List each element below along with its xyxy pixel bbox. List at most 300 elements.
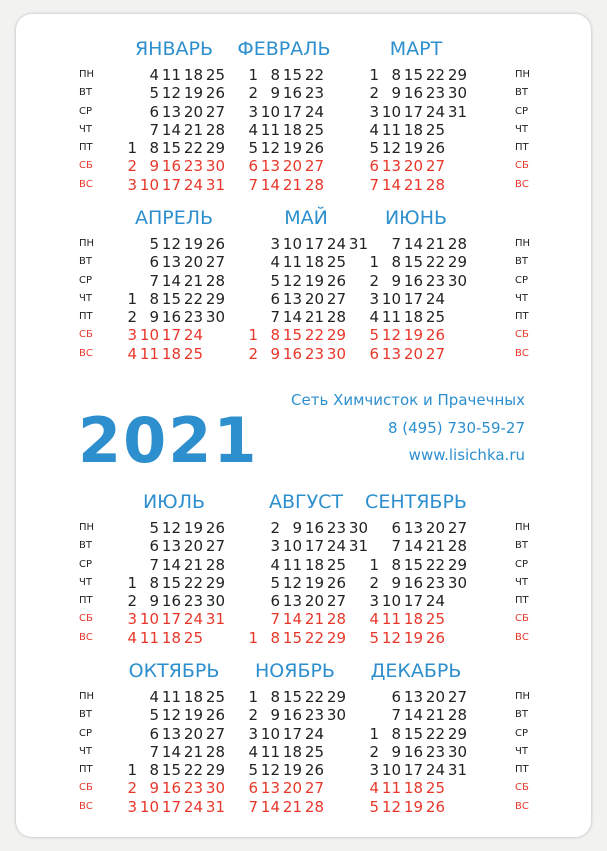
calendar-day: 25 xyxy=(183,344,203,363)
calendar-day: 22 xyxy=(183,573,203,592)
calendar-day: 11 xyxy=(161,688,181,706)
calendar-day: 26 xyxy=(425,797,445,816)
calendar-day: 19 xyxy=(282,139,302,157)
calendar-day: 14 xyxy=(161,120,181,139)
weekday-label-right: СБ xyxy=(515,329,529,341)
calendar-day: 19 xyxy=(403,326,423,345)
calendar-day: 18 xyxy=(183,688,203,706)
calendar-day: 13 xyxy=(403,519,423,537)
weekday-label-left: СБ xyxy=(79,160,93,172)
calendar-day: 5 xyxy=(149,519,159,537)
weekday-label-left: ПН xyxy=(79,691,95,702)
calendar-day: 26 xyxy=(326,271,346,290)
calendar-day: 10 xyxy=(260,102,280,121)
calendar-day: 2 xyxy=(369,573,379,592)
calendar-day: 30 xyxy=(326,344,346,363)
calendar-day: 9 xyxy=(391,742,401,761)
calendar-day: 3 xyxy=(369,761,379,779)
weekday-label-right: СР xyxy=(515,727,529,739)
calendar-day: 8 xyxy=(391,555,401,574)
calendar-day: 17 xyxy=(161,175,181,194)
weekday-label-right: СР xyxy=(515,558,529,570)
calendar-day: 29 xyxy=(326,688,346,706)
weekday-label-left: ЧТ xyxy=(79,292,92,304)
calendar-day: 11 xyxy=(381,610,401,629)
calendar-day: 25 xyxy=(304,120,324,139)
calendar-day: 3 xyxy=(248,102,258,121)
calendar-day: 2 xyxy=(369,271,379,290)
calendar-day: 9 xyxy=(270,344,280,363)
calendar-day: 26 xyxy=(326,573,346,592)
calendar-day: 13 xyxy=(161,724,181,743)
calendar-day: 17 xyxy=(304,537,324,556)
weekday-label-left: ПТ xyxy=(79,142,93,153)
weekday-label-left: ВС xyxy=(79,800,93,812)
calendar-day: 24 xyxy=(326,537,346,556)
calendar-day: 28 xyxy=(447,235,467,253)
calendar-day: 19 xyxy=(183,706,203,725)
calendar-day: 4 xyxy=(248,120,258,139)
calendar-day: 1 xyxy=(248,628,258,647)
calendar-day: 21 xyxy=(183,120,203,139)
calendar-day: 25 xyxy=(425,610,445,629)
calendar-day: 14 xyxy=(260,797,280,816)
weekday-label-left: ЧТ xyxy=(79,576,92,588)
calendar-day: 29 xyxy=(447,724,467,743)
calendar-day: 15 xyxy=(161,761,181,779)
calendar-day: 10 xyxy=(139,175,159,194)
calendar-day: 24 xyxy=(304,102,324,121)
calendar-day: 20 xyxy=(282,779,302,798)
calendar-day: 19 xyxy=(403,139,423,157)
calendar-day: 13 xyxy=(161,253,181,272)
calendar-day: 9 xyxy=(149,592,159,610)
calendar-card xyxy=(16,14,591,837)
calendar-day: 26 xyxy=(425,628,445,647)
calendar-day: 30 xyxy=(447,84,467,103)
calendar-day: 6 xyxy=(149,102,159,121)
calendar-day: 6 xyxy=(391,688,401,706)
calendar-day: 6 xyxy=(391,519,401,537)
calendar-day: 3 xyxy=(270,235,280,253)
weekday-label-right: СБ xyxy=(515,782,529,794)
calendar-day: 15 xyxy=(282,66,302,84)
calendar-day: 10 xyxy=(381,289,401,308)
calendar-day: 11 xyxy=(282,253,302,272)
calendar-day: 9 xyxy=(391,573,401,592)
calendar-day: 5 xyxy=(270,271,280,290)
calendar-day: 15 xyxy=(282,628,302,647)
calendar-day: 30 xyxy=(447,742,467,761)
calendar-day: 25 xyxy=(326,555,346,574)
calendar-day: 27 xyxy=(205,724,225,743)
weekday-label-right: ВС xyxy=(515,347,529,359)
calendar-day: 3 xyxy=(127,610,137,629)
calendar-day: 23 xyxy=(425,84,445,103)
calendar-day: 7 xyxy=(149,120,159,139)
calendar-day: 30 xyxy=(205,592,225,610)
weekday-label-left: ПН xyxy=(79,238,95,249)
calendar-day: 25 xyxy=(205,66,225,84)
weekday-label-right: ПН xyxy=(515,691,531,702)
calendar-day: 7 xyxy=(270,610,280,629)
calendar-day: 5 xyxy=(149,235,159,253)
calendar-day: 13 xyxy=(282,289,302,308)
calendar-day: 28 xyxy=(447,706,467,725)
calendar-day: 4 xyxy=(127,344,137,363)
calendar-day: 5 xyxy=(369,797,379,816)
calendar-day: 26 xyxy=(425,326,445,345)
calendar-day: 13 xyxy=(161,537,181,556)
calendar-day: 17 xyxy=(282,724,302,743)
calendar-day: 6 xyxy=(270,592,280,610)
calendar-day: 6 xyxy=(248,157,258,176)
calendar-day: 17 xyxy=(403,592,423,610)
calendar-day: 20 xyxy=(183,253,203,272)
calendar-day: 6 xyxy=(248,779,258,798)
calendar-day: 13 xyxy=(403,688,423,706)
calendar-day: 28 xyxy=(205,120,225,139)
weekday-label-right: ВС xyxy=(515,178,529,190)
weekday-label-right: СР xyxy=(515,274,529,286)
calendar-day: 22 xyxy=(304,66,324,84)
calendar-day: 21 xyxy=(304,308,324,326)
calendar-day: 24 xyxy=(425,289,445,308)
calendar-day: 16 xyxy=(161,592,181,610)
weekday-label-left: ЧТ xyxy=(79,123,92,135)
calendar-day: 14 xyxy=(161,555,181,574)
calendar-day: 31 xyxy=(348,537,368,556)
year-title: 2021 xyxy=(78,404,259,477)
weekday-label-left: ВТ xyxy=(79,87,92,99)
calendar-day: 5 xyxy=(149,84,159,103)
calendar-day: 5 xyxy=(149,706,159,725)
calendar-day: 3 xyxy=(127,797,137,816)
weekday-label-left: СР xyxy=(79,727,93,739)
calendar-day: 21 xyxy=(403,175,423,194)
calendar-day: 2 xyxy=(248,344,258,363)
calendar-day: 30 xyxy=(205,308,225,326)
calendar-day: 17 xyxy=(403,289,423,308)
calendar-day: 24 xyxy=(183,326,203,345)
calendar-day: 1 xyxy=(369,555,379,574)
calendar-day: 18 xyxy=(403,308,423,326)
calendar-day: 8 xyxy=(391,66,401,84)
calendar-day: 3 xyxy=(369,592,379,610)
weekday-label-right: СР xyxy=(515,105,529,117)
weekday-label-left: ПН xyxy=(79,69,95,80)
calendar-day: 8 xyxy=(149,139,159,157)
weekday-label-right: ЧТ xyxy=(515,292,528,304)
calendar-day: 4 xyxy=(149,688,159,706)
calendar-day: 23 xyxy=(183,779,203,798)
calendar-day: 14 xyxy=(381,175,401,194)
calendar-day: 4 xyxy=(369,308,379,326)
calendar-day: 29 xyxy=(205,139,225,157)
month-title: ИЮЛЬ xyxy=(142,491,206,513)
calendar-day: 7 xyxy=(149,742,159,761)
calendar-day: 1 xyxy=(369,253,379,272)
calendar-day: 10 xyxy=(139,326,159,345)
calendar-day: 8 xyxy=(270,688,280,706)
calendar-day: 1 xyxy=(369,66,379,84)
calendar-day: 26 xyxy=(425,139,445,157)
calendar-day: 21 xyxy=(304,610,324,629)
calendar-day: 18 xyxy=(304,253,324,272)
calendar-day: 14 xyxy=(282,610,302,629)
calendar-day: 1 xyxy=(127,289,137,308)
calendar-day: 17 xyxy=(161,797,181,816)
calendar-day: 7 xyxy=(248,797,258,816)
calendar-day: 26 xyxy=(205,235,225,253)
calendar-day: 11 xyxy=(260,120,280,139)
calendar-day: 4 xyxy=(270,555,280,574)
calendar-day: 1 xyxy=(127,761,137,779)
calendar-day: 2 xyxy=(127,308,137,326)
calendar-day: 14 xyxy=(161,271,181,290)
weekday-label-left: СБ xyxy=(79,782,93,794)
calendar-day: 1 xyxy=(127,139,137,157)
calendar-day: 27 xyxy=(447,688,467,706)
calendar-day: 28 xyxy=(205,555,225,574)
calendar-day: 16 xyxy=(403,742,423,761)
calendar-day: 27 xyxy=(447,519,467,537)
calendar-day: 7 xyxy=(391,235,401,253)
calendar-day: 31 xyxy=(205,610,225,629)
calendar-day: 12 xyxy=(161,84,181,103)
company-phone: 8 (495) 730-59-27 xyxy=(387,419,525,437)
calendar-day: 29 xyxy=(447,66,467,84)
company-name: Сеть Химчисток и Прачечных xyxy=(291,391,525,409)
month-title: МАЙ xyxy=(284,207,328,229)
calendar-day: 18 xyxy=(183,66,203,84)
calendar-day: 10 xyxy=(282,537,302,556)
calendar-day: 20 xyxy=(425,688,445,706)
calendar-day: 25 xyxy=(183,628,203,647)
calendar-day: 2 xyxy=(127,779,137,798)
calendar-day: 2 xyxy=(127,157,137,176)
weekday-label-right: ПН xyxy=(515,238,531,249)
calendar-day: 7 xyxy=(149,271,159,290)
calendar-day: 9 xyxy=(292,519,302,537)
calendar-day: 8 xyxy=(270,628,280,647)
calendar-day: 20 xyxy=(183,102,203,121)
calendar-day: 12 xyxy=(282,573,302,592)
calendar-day: 24 xyxy=(183,797,203,816)
calendar-day: 10 xyxy=(282,235,302,253)
calendar-day: 11 xyxy=(381,120,401,139)
calendar-day: 15 xyxy=(403,253,423,272)
weekday-label-right: ПТ xyxy=(515,311,529,322)
calendar-day: 5 xyxy=(248,761,258,779)
calendar-day: 19 xyxy=(403,797,423,816)
month-title: АПРЕЛЬ xyxy=(134,207,214,229)
calendar-day: 16 xyxy=(403,84,423,103)
month-title: НОЯБРЬ xyxy=(255,660,335,682)
calendar-day: 23 xyxy=(183,308,203,326)
month-title: ДЕКАБРЬ xyxy=(370,660,462,682)
calendar-day: 22 xyxy=(425,724,445,743)
weekday-label-right: ПН xyxy=(515,522,531,533)
calendar-day: 27 xyxy=(205,102,225,121)
calendar-day: 21 xyxy=(183,271,203,290)
calendar-day: 14 xyxy=(403,537,423,556)
calendar-day: 23 xyxy=(183,157,203,176)
calendar-day: 9 xyxy=(149,779,159,798)
calendar-day: 20 xyxy=(282,157,302,176)
calendar-day: 14 xyxy=(161,742,181,761)
calendar-day: 22 xyxy=(183,761,203,779)
calendar-day: 2 xyxy=(369,84,379,103)
weekday-label-right: ВТ xyxy=(515,709,528,721)
calendar-day: 12 xyxy=(381,797,401,816)
calendar-day: 27 xyxy=(425,157,445,176)
calendar-day: 8 xyxy=(270,66,280,84)
calendar-day: 15 xyxy=(403,66,423,84)
calendar-day: 18 xyxy=(304,555,324,574)
calendar-day: 20 xyxy=(183,537,203,556)
calendar-day: 10 xyxy=(381,102,401,121)
calendar-day: 10 xyxy=(139,797,159,816)
calendar-day: 4 xyxy=(127,628,137,647)
calendar-day: 29 xyxy=(205,289,225,308)
calendar-day: 31 xyxy=(205,175,225,194)
company-website[interactable]: www.lisichka.ru xyxy=(408,446,525,464)
calendar-day: 5 xyxy=(369,139,379,157)
calendar-day: 21 xyxy=(425,706,445,725)
calendar-day: 22 xyxy=(425,66,445,84)
calendar-day: 30 xyxy=(205,157,225,176)
calendar-day: 29 xyxy=(326,628,346,647)
calendar-day: 17 xyxy=(161,326,181,345)
weekday-label-left: ЧТ xyxy=(79,745,92,757)
calendar-day: 29 xyxy=(447,253,467,272)
calendar-day: 29 xyxy=(205,761,225,779)
calendar-day: 19 xyxy=(183,235,203,253)
calendar-day: 8 xyxy=(270,326,280,345)
calendar-day: 4 xyxy=(369,779,379,798)
calendar-day: 11 xyxy=(139,628,159,647)
calendar-day: 29 xyxy=(326,326,346,345)
calendar-day: 10 xyxy=(139,610,159,629)
weekday-label-left: ПТ xyxy=(79,764,93,775)
calendar-day: 26 xyxy=(205,84,225,103)
calendar-day: 24 xyxy=(183,175,203,194)
calendar-day: 14 xyxy=(260,175,280,194)
calendar-day: 27 xyxy=(304,157,324,176)
calendar-day: 27 xyxy=(205,253,225,272)
calendar-day: 11 xyxy=(381,779,401,798)
calendar-day: 26 xyxy=(205,519,225,537)
calendar-day: 18 xyxy=(403,120,423,139)
calendar-day: 28 xyxy=(304,797,324,816)
weekday-label-right: ЧТ xyxy=(515,576,528,588)
calendar-day: 23 xyxy=(304,84,324,103)
calendar-day: 17 xyxy=(161,610,181,629)
calendar-day: 2 xyxy=(127,592,137,610)
weekday-label-left: ПН xyxy=(79,522,95,533)
calendar-day: 5 xyxy=(369,326,379,345)
calendar-day: 26 xyxy=(304,761,324,779)
calendar-day: 7 xyxy=(270,308,280,326)
calendar-day: 13 xyxy=(260,157,280,176)
calendar-day: 13 xyxy=(161,102,181,121)
weekday-label-left: СБ xyxy=(79,613,93,625)
calendar-day: 3 xyxy=(369,289,379,308)
calendar-day: 1 xyxy=(127,573,137,592)
calendar-day: 6 xyxy=(149,253,159,272)
month-title: СЕНТЯБРЬ xyxy=(365,491,467,513)
calendar-day: 16 xyxy=(403,573,423,592)
calendar-day: 20 xyxy=(304,289,324,308)
calendar-day: 13 xyxy=(260,779,280,798)
calendar-day: 1 xyxy=(248,326,258,345)
calendar-day: 21 xyxy=(282,797,302,816)
calendar-day: 17 xyxy=(304,235,324,253)
weekday-label-left: ПТ xyxy=(79,595,93,606)
weekday-label-left: ВС xyxy=(79,178,93,190)
month-title: ФЕВРАЛЬ xyxy=(237,38,331,60)
calendar-day: 11 xyxy=(381,308,401,326)
calendar-day: 31 xyxy=(447,102,467,121)
calendar-day: 18 xyxy=(282,742,302,761)
month-title: МАРТ xyxy=(389,38,443,60)
calendar-day: 7 xyxy=(248,175,258,194)
month-title: ЯНВАРЬ xyxy=(134,38,213,60)
calendar-day: 28 xyxy=(425,175,445,194)
calendar-day: 23 xyxy=(183,592,203,610)
calendar-day: 15 xyxy=(161,289,181,308)
calendar-day: 11 xyxy=(139,344,159,363)
calendar-day: 12 xyxy=(161,706,181,725)
calendar-day: 24 xyxy=(183,610,203,629)
calendar-day: 19 xyxy=(304,573,324,592)
weekday-label-left: СР xyxy=(79,558,93,570)
calendar-day: 31 xyxy=(447,761,467,779)
calendar-day: 6 xyxy=(149,724,159,743)
calendar-day: 18 xyxy=(161,344,181,363)
calendar-day: 21 xyxy=(183,555,203,574)
calendar-day: 14 xyxy=(282,308,302,326)
calendar-day: 10 xyxy=(381,761,401,779)
weekday-label-right: ВС xyxy=(515,631,529,643)
calendar-day: 11 xyxy=(260,742,280,761)
weekday-label-left: СР xyxy=(79,105,93,117)
calendar-day: 14 xyxy=(403,235,423,253)
calendar-day: 4 xyxy=(369,610,379,629)
calendar-day: 5 xyxy=(369,628,379,647)
calendar-day: 3 xyxy=(127,175,137,194)
weekday-label-right: СБ xyxy=(515,613,529,625)
weekday-label-left: ВС xyxy=(79,631,93,643)
calendar-day: 19 xyxy=(403,628,423,647)
calendar-day: 15 xyxy=(282,688,302,706)
calendar-day: 13 xyxy=(282,592,302,610)
calendar-day: 9 xyxy=(391,271,401,290)
calendar-day: 7 xyxy=(391,537,401,556)
calendar-day: 12 xyxy=(381,139,401,157)
weekday-label-left: ВТ xyxy=(79,256,92,268)
calendar-day: 15 xyxy=(161,139,181,157)
calendar-day: 5 xyxy=(248,139,258,157)
calendar-day: 2 xyxy=(270,519,280,537)
calendar-day: 3 xyxy=(248,724,258,743)
calendar-day: 25 xyxy=(205,688,225,706)
calendar-day: 12 xyxy=(381,628,401,647)
calendar-day: 1 xyxy=(369,724,379,743)
calendar-day: 24 xyxy=(425,592,445,610)
calendar-day: 22 xyxy=(183,139,203,157)
